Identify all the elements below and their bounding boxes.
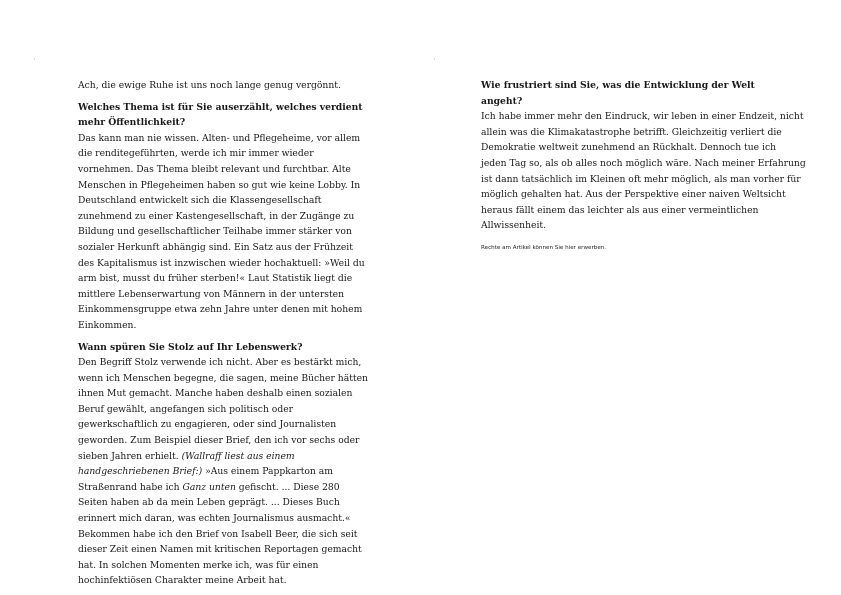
answer-text: Den Begriff Stolz verwende ich nicht. Aber es bestärkt mich, wenn ich Menschen begegne, die sagen, meine Bücher hätten ihnen Mut gemacht. Manche haben deshalb einen sozialen Beruf gewählt, angefangen sich politisch oder gewerkschaftlich zu engagieren, oder sind Journalisten geworden. Zum Beispiel dieser Brief, den ich vor sechs oder sieben Jahren erhielt.: [78, 357, 368, 462]
answer-text: gefischt. ... Diese 280 Seiten haben ab da mein Leben geprägt. ... Dieses Buch erinnert mich daran, was echten Journalismus ausmacht.« Bekommen habe ich den Brief von Isabell Beer, die sich seit dieser Zeit einen Namen mit kritischen Reportagen gemacht hat. In solchen Momenten merke ich, was für einen hochinfektiösen Charakter meine Arbeit hat.: [78, 481, 362, 587]
answer-paragraph: [481, 109, 806, 234]
book-title: Ganz unten: [182, 481, 236, 493]
intro-paragraph: Ach, die ewige Ruhe ist uns noch lange genug vergönnt.: [78, 80, 341, 91]
answer-text: »Aus einem Pappkarton am Straßenrand habe ich: [78, 466, 333, 493]
question-heading: Wann spüren Sie Stolz auf Ihr Lebenswerk?: [78, 341, 303, 353]
article-column-left: [78, 78, 368, 595]
answer-line: möglich gehalten hat. Aus der Perspektive einer naiven Weltsicht: [481, 189, 786, 201]
answer-paragraph: [78, 355, 368, 589]
answer-line: ist dann tatsächlich im Kleinen oft mehr möglich, als man vorher für: [481, 173, 801, 185]
page-corner-mark: [434, 58, 435, 60]
answer-line: allein was die Klimakatastrophe betrifft. Gleichzeitig verliert die: [481, 126, 782, 138]
answer-paragraph: Das kann man nie wissen. Alten- und Pflegeheime, vor allem die renditegeführten, werde ich mir immer wieder vornehmen. Das Thema bleibt relevant und furchtbar. Alte Menschen in Pflegeheimen haben so gut wie keine Lobby. In Deutschland entwickelt sich die Klassengesellschaft zunehmend zu einer Kastengesellschaft, in der Zugänge zu Bildung und gesellschaftlicher Teilhabe immer stärker von sozialer Herkunft abhängig sind. Ein Satz aus der Frühzeit des Kapitalismus ist inzwischen wieder hochaktuell: »Weil du arm bist, musst du früher sterben!« Laut Statistik liegt die mittlere Lebenserwartung von Männern in der untersten Einkommensgruppe etwa zehn Jahre unter denen mit hohem Einkommen.: [78, 132, 365, 331]
answer-line-clipped: heraus fällt einem das leichter als aus einer vermeintlichen: [481, 204, 759, 216]
stage-direction: (Wallraff liest aus einem handgeschriebenen Brief:): [78, 450, 295, 478]
page-corner-mark: [34, 58, 35, 60]
answer-line: Ich habe immer mehr den Eindruck, wir leben in einer Endzeit, nicht: [481, 111, 804, 123]
answer-line-clipped: Demokratie weltweit zunehmend an Rückhalt. Dennoch tue ich: [481, 142, 777, 154]
article-column-right: [481, 78, 806, 252]
answer-line: Allwissenheit.: [481, 220, 547, 232]
rights-purchase-link[interactable]: Rechte am Artikel können Sie hier erwerben.: [481, 244, 607, 251]
question-heading: Wie frustriert sind Sie, was die Entwicklung der Welt angeht?: [481, 80, 755, 107]
question-heading: Welches Thema ist für Sie auserzählt, welches verdient mehr Öffentlichkeit?: [78, 101, 363, 129]
answer-line: jeden Tag so, als ob alles noch möglich wäre. Nach meiner Erfahrung: [481, 157, 806, 169]
